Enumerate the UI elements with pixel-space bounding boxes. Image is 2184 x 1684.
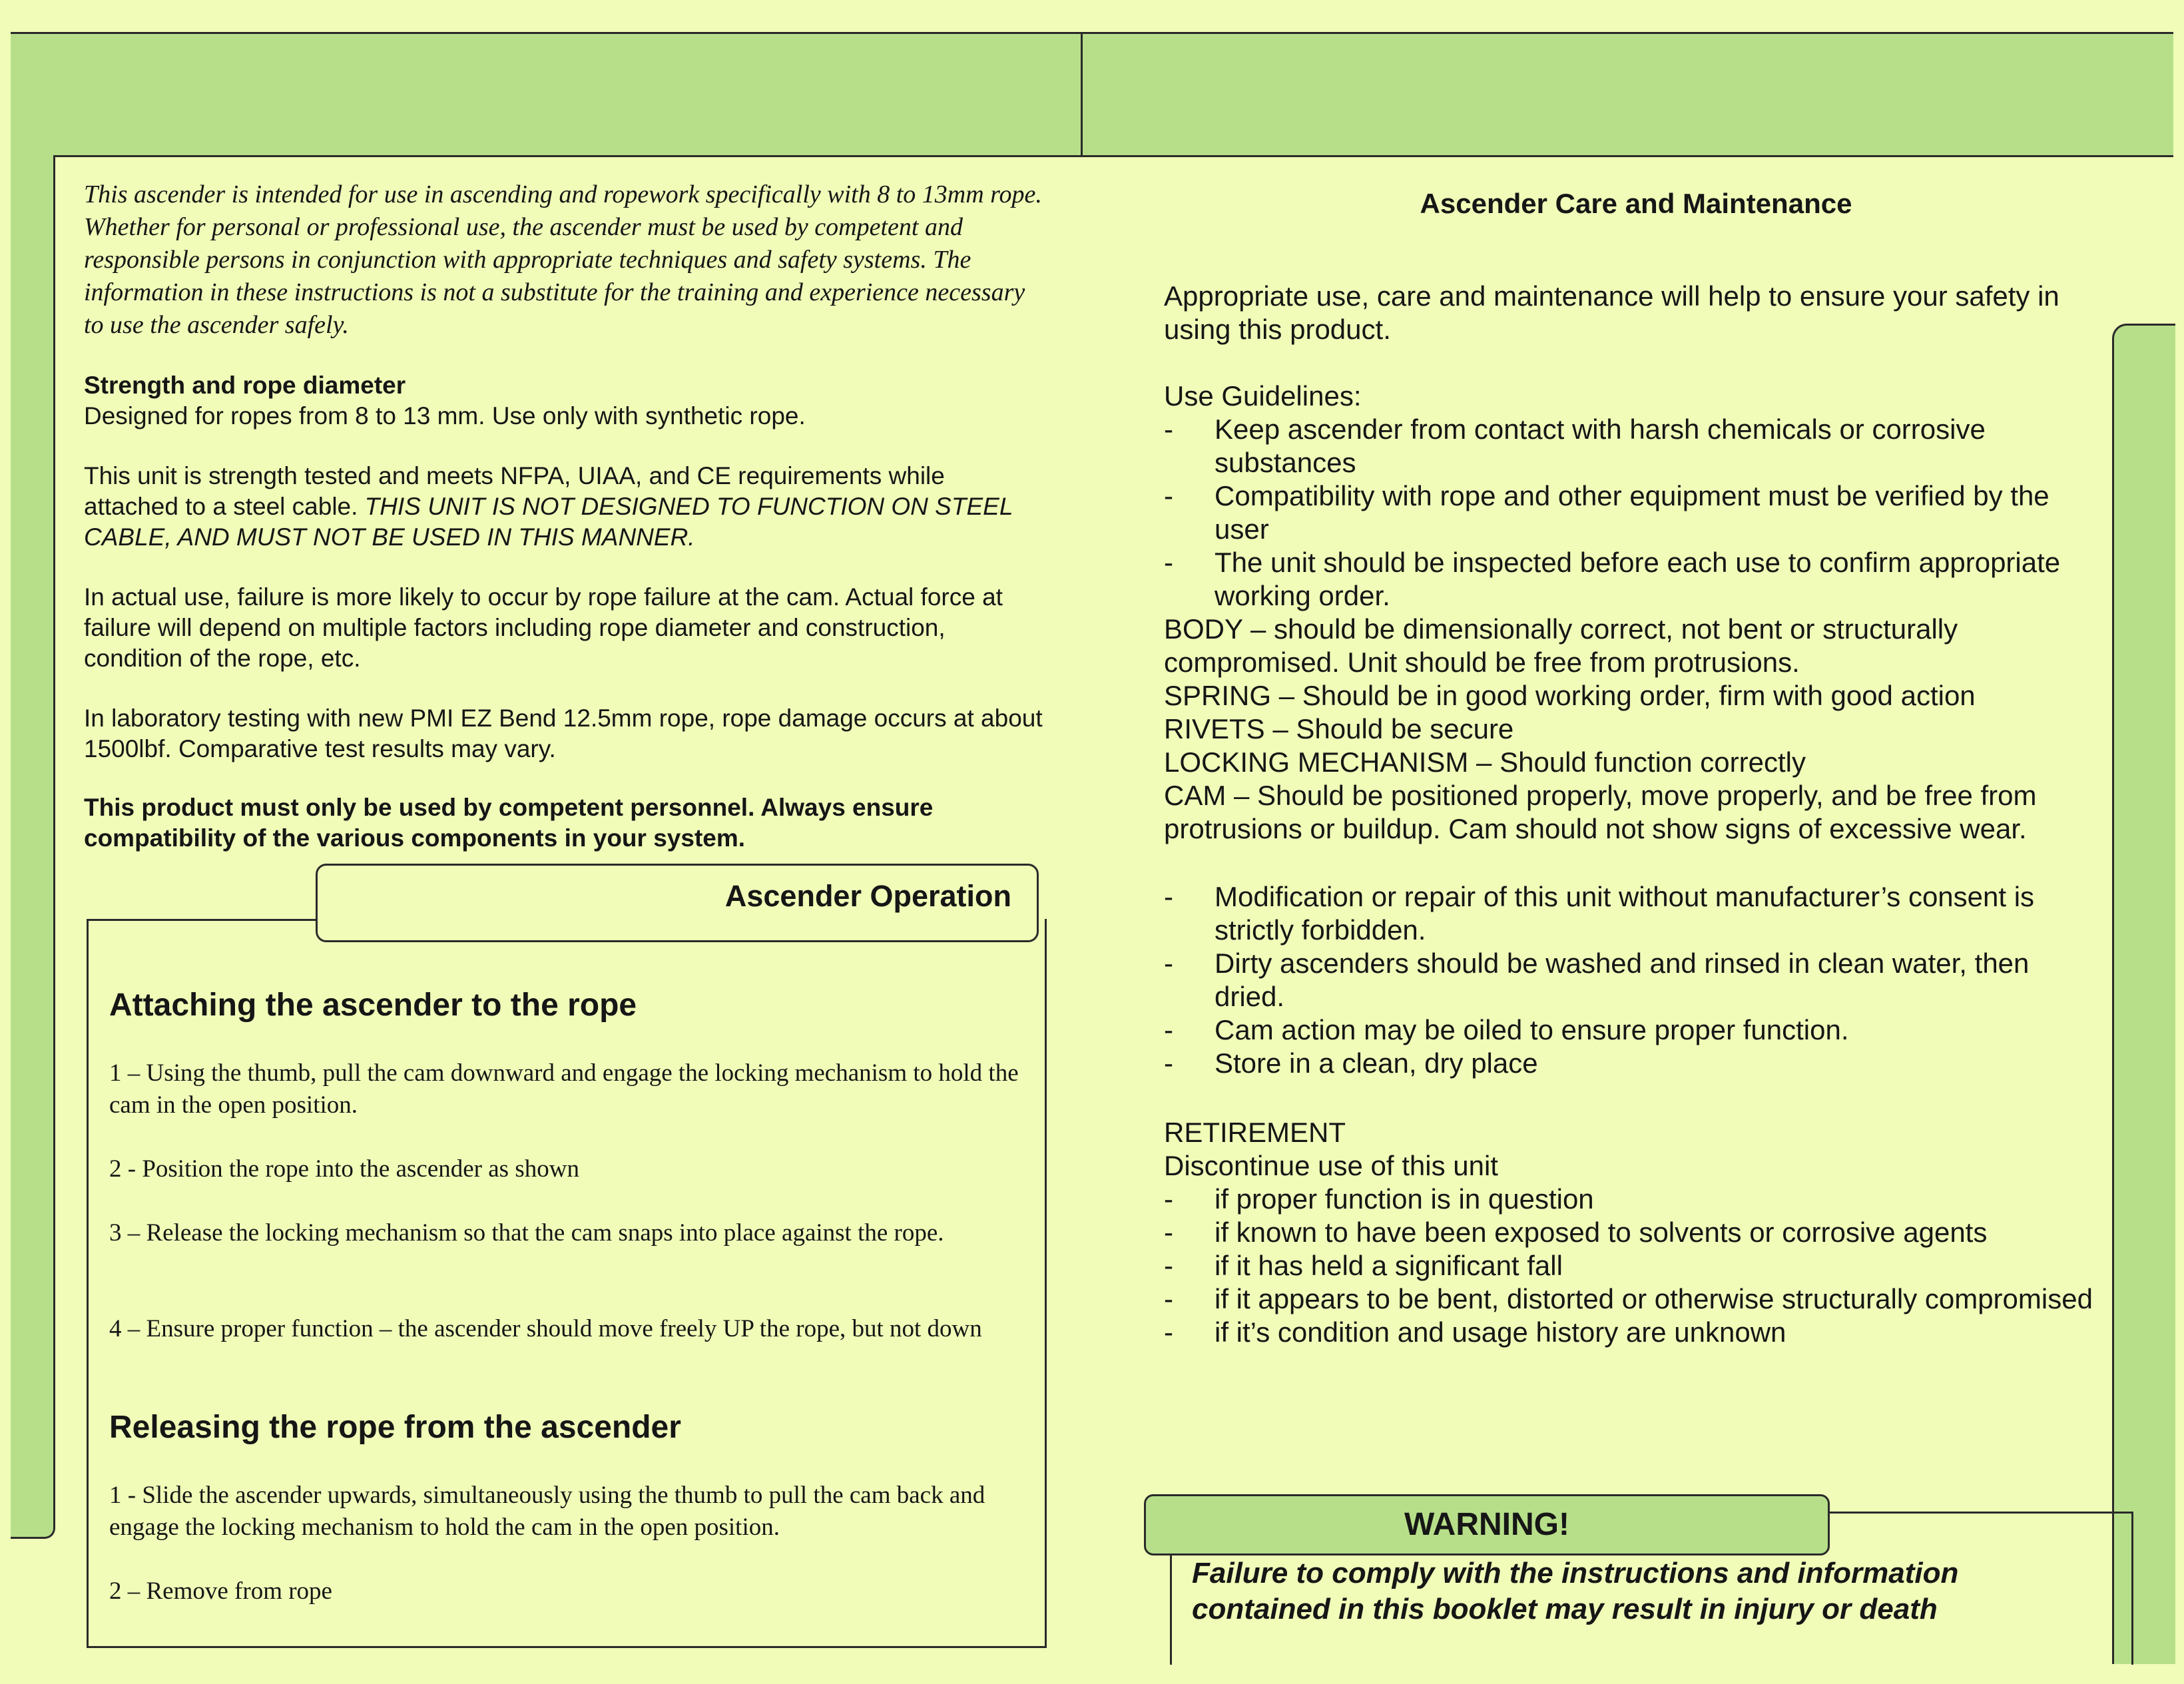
failure-paragraph: In actual use, failure is more likely to occur by rope failure at the cam. Actual force at failure will depend on multiple factors including rope diameter and construction, condition of the rope, etc. — [84, 583, 1003, 672]
operation-tab — [316, 864, 1039, 942]
release-step: 2 – Remove from rope — [109, 1577, 332, 1605]
attach-step: 3 – Release the locking mechanism so that the cam snaps into place against the rope. — [109, 1219, 944, 1247]
rivets-check: RIVETS – Should be secure — [1164, 713, 1514, 744]
care-list — [1164, 880, 2096, 1080]
retirement-heading: RETIREMENT — [1164, 1117, 1346, 1148]
care-title: Ascender Care and Maintenance — [1420, 188, 1852, 219]
attach-step: 4 – Ensure proper function – the ascender should move freely UP the rope, but not down — [109, 1315, 982, 1342]
retirement-section — [1164, 1116, 2096, 1349]
list-item: - if it’s condition and usage history are unknown — [1164, 1316, 1786, 1348]
strength-text: Designed for ropes from 8 to 13 mm. Use only with synthetic rope. — [84, 402, 806, 429]
left-side-bar — [11, 155, 55, 1539]
competent-paragraph: This product must only be used by competent personnel. Always ensure compatibility of the various components in your system. — [84, 794, 934, 852]
retirement-intro: Discontinue use of this unit — [1164, 1150, 1498, 1181]
body-check: BODY – should be dimensionally correct, not bent or structurally compromised. Unit should be free from protrusions. — [1164, 613, 1958, 678]
tested-paragraph — [84, 461, 1043, 553]
tested-text: This unit is strength tested and meets NFPA, UIAA, and CE requirements while attached to a steel cable. — [84, 462, 945, 520]
spring-check: SPRING – Should be in good working order, firm with good action — [1164, 680, 1976, 711]
warning-text: Failure to comply with the instructions and information contained in this booklet may result in injury or death — [1192, 1557, 1959, 1625]
intro-paragraph: This ascender is intended for use in ascending and ropework specifically with 8 to 13mm rope. Whether for personal or professional use, the ascender must be used by competent and responsible persons in conjunction with appropriate techniques and safety systems. The information in these instructions is not a substitute for the training and experience necessary to use the ascender safely. — [84, 180, 1042, 339]
release-heading: Releasing the rope from the ascender — [109, 1410, 681, 1445]
guidelines-list — [1164, 413, 2096, 613]
cam-check: CAM – Should be positioned properly, move properly, and be free from protrusions or buildup. Cam should not show signs of excessive wear. — [1164, 780, 2037, 844]
strength-section — [84, 370, 1043, 431]
list-item: - if it appears to be bent, distorted or otherwise structurally compromised — [1164, 1283, 2093, 1314]
list-item: - if known to have been exposed to solvents or corrosive agents — [1164, 1217, 1988, 1248]
list-item: - if proper function is in question — [1164, 1183, 1594, 1215]
list-item: - Compatibility with rope and other equipment must be verified by the user — [1164, 480, 2049, 545]
list-item: - The unit should be inspected before each use to confirm appropriate working order. — [1164, 547, 2061, 611]
attach-step: 2 - Position the rope into the ascender as shown — [109, 1155, 579, 1183]
attach-step: 1 – Using the thumb, pull the cam downward and engage the locking mechanism to hold the cam in the open position. — [109, 1059, 1019, 1119]
tested-warning: THIS UNIT IS NOT DESIGNED TO FUNCTION ON STEEL CABLE, AND MUST NOT BE USED IN THIS MANNER. — [84, 493, 1013, 551]
retirement-list — [1164, 1183, 2096, 1349]
warning-title: WARNING! — [1404, 1507, 1569, 1542]
lab-paragraph: In laboratory testing with new PMI EZ Bend 12.5mm rope, rope damage occurs at about 1500lbf. Comparative test results may vary. — [84, 704, 1043, 762]
list-item: - Dirty ascenders should be washed and rinsed in clean water, then dried. — [1164, 948, 2030, 1012]
care-intro: Appropriate use, care and maintenance will help to ensure your safety in using this product. — [1164, 280, 2059, 345]
list-item: - Cam action may be oiled to ensure proper function. — [1164, 1014, 1849, 1045]
list-item: - if it has held a significant fall — [1164, 1250, 1563, 1281]
list-item: - Store in a clean, dry place — [1164, 1047, 1538, 1079]
attach-heading: Attaching the ascender to the rope — [109, 987, 637, 1023]
strength-heading: Strength and rope diameter — [84, 372, 406, 399]
header-band — [11, 32, 2173, 157]
locking-check: LOCKING MECHANISM – Should function correctly — [1164, 746, 1806, 778]
operation-title: Ascender Operation — [724, 879, 1011, 913]
warning-tab — [1144, 1494, 1830, 1555]
guidelines-heading: Use Guidelines: — [1164, 380, 1362, 412]
care-items-section — [1164, 880, 2096, 1080]
operation-box-topline — [87, 919, 316, 921]
list-item: - Modification or repair of this unit without manufacturer’s consent is strictly forbidden. — [1164, 881, 2035, 946]
right-side-bar — [2112, 324, 2175, 1664]
fold-divider — [1081, 32, 1083, 155]
list-item: - Keep ascender from contact with harsh chemicals or corrosive substances — [1164, 414, 1986, 478]
release-step: 1 - Slide the ascender upwards, simultaneously using the thumb to pull the cam back and engage the locking mechanism to hold the cam in the open position. — [109, 1482, 985, 1541]
guidelines-section — [1164, 380, 2096, 846]
